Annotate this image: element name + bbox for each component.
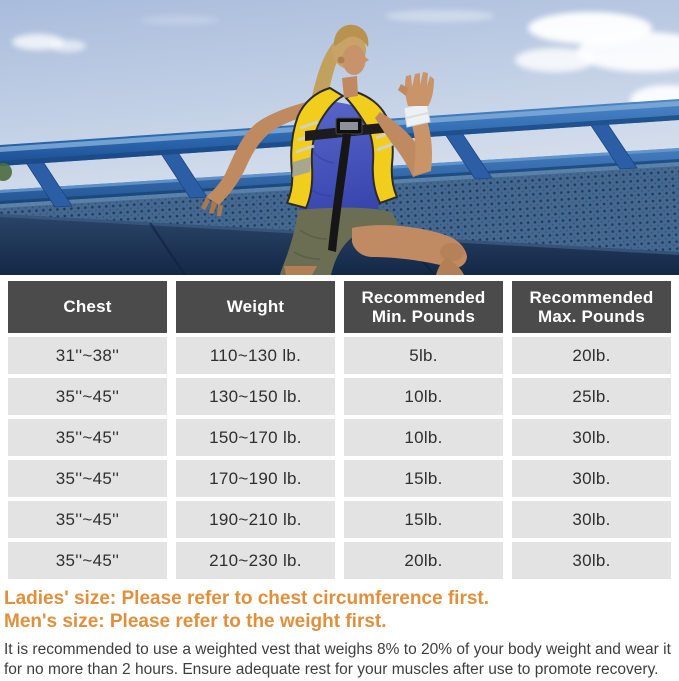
neck: [342, 76, 358, 98]
col-header-max-lbs: Recommended Max. Pounds: [512, 281, 671, 333]
col-header-chest: Chest: [8, 281, 167, 333]
table-cell: 35''~45'': [8, 542, 167, 579]
ladies-size-note: Ladies' size: Please refer to chest circumference first.: [4, 588, 490, 609]
table-cell: 31''~38'': [8, 337, 167, 374]
table-cell: 35''~45'': [8, 501, 167, 538]
table-cell: 15lb.: [344, 460, 503, 497]
table-cell: 150~170 lb.: [176, 419, 335, 456]
table-cell: 30lb.: [512, 542, 671, 579]
face: [343, 45, 366, 75]
table-cell: 15lb.: [344, 501, 503, 538]
table-cell: 110~130 lb.: [176, 337, 335, 374]
table-cell: 210~230 lb.: [176, 542, 335, 579]
mens-size-note: Men's size: Please refer to the weight first.: [4, 611, 387, 633]
table-cell: 20lb.: [344, 542, 503, 579]
ear: [338, 57, 345, 64]
table-cell: 130~150 lb.: [176, 378, 335, 415]
col-header-min-lbs: Recommended Min. Pounds: [344, 281, 503, 333]
col-header-weight: Weight: [176, 281, 335, 333]
table-cell: 10lb.: [344, 378, 503, 415]
usage-recommendation: It is recommended to use a weighted vest that weighs 8% to 20% of your body weight and wear it for no more than 2 hours. Ensure adequate rest for your muscles after use to promote recovery.: [4, 640, 671, 679]
photo-illustration: [0, 0, 679, 275]
table-cell: 190~210 lb.: [176, 501, 335, 538]
table-cell: 35''~45'': [8, 460, 167, 497]
product-photo: [0, 0, 679, 275]
table-cell: 20lb.: [512, 337, 671, 374]
table-cell: 5lb.: [344, 337, 503, 374]
table-cell: 170~190 lb.: [176, 460, 335, 497]
table-cell: 30lb.: [512, 501, 671, 538]
sizing-notes: [0, 579, 679, 681]
table-cell: 30lb.: [512, 419, 671, 456]
size-chart-table: [0, 275, 679, 579]
table-cell: 10lb.: [344, 419, 503, 456]
table-cell: 30lb.: [512, 460, 671, 497]
table-cell: 35''~45'': [8, 419, 167, 456]
table-cell: 35''~45'': [8, 378, 167, 415]
table-cell: 25lb.: [512, 378, 671, 415]
standing-leg: [284, 266, 317, 275]
